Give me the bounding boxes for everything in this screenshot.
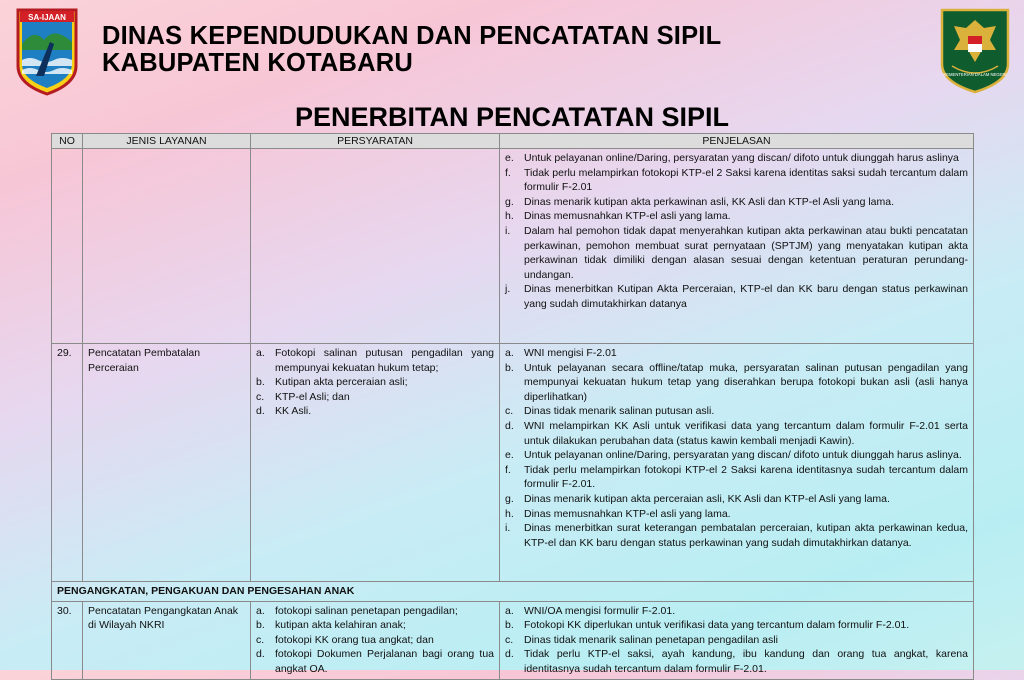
- persyaratan-list: [256, 346, 494, 419]
- table-header-row: [52, 134, 974, 149]
- list-item: j. Dinas menerbitkan Kutipan Akta Perceraian, KTP-el dan KK baru dengan status perkawinan yang sudah dimutakhirkan datanya: [505, 283, 968, 310]
- cell-persyaratan: [251, 601, 500, 679]
- list-item: b. Kutipan akta perceraian asli;: [256, 376, 408, 389]
- cell-no: [52, 149, 83, 344]
- list-item: d. WNI melampirkan KK Asli untuk verifikasi data yang tercantum dalam formulir F-2.01 serta untuk dilakukan perubahan data (status kawin kembali menjadi Kawin).: [505, 419, 968, 447]
- list-item: e. Untuk pelayanan online/Daring, persyaratan yang discan/ difoto untuk diunggah harus aslinya: [505, 152, 959, 164]
- cell-no: 29.: [52, 344, 83, 582]
- agency-title-line1: DINAS KEPENDUDUKAN DAN PENCATATAN SIPIL: [102, 22, 722, 50]
- cell-jenis: Pencatatan Pembatalan Perceraian: [83, 344, 251, 582]
- list-item: b. Untuk pelayanan secara offline/tatap muka, persyaratan salinan putusan pengadilan yang mempunyai kekuatan hukum tetap yang diserahkan berupa fotokopi bukan asli (asli hanya diperlihatkan): [505, 361, 968, 403]
- cell-no: 30.: [52, 601, 83, 679]
- list-item: d. Tidak perlu KTP-el saksi, ayah kandung, ibu kandung dan orang tua angkat, karena identitasnya sudah tercantum dalam formulir F-2.01.: [505, 648, 968, 675]
- list-item: f. Tidak perlu melampirkan fotokopi KTP-el 2 Saksi karena identitas saksi sudah tercantum dalam formulir F-2.01: [505, 166, 968, 194]
- cell-penjelasan: [500, 149, 974, 344]
- list-item: f. Tidak perlu melampirkan fotokopi KTP-el 2 Saksi karena identitasnya sudah tercantum dalam formulir F-2.01.: [505, 463, 968, 491]
- table-row: [52, 601, 974, 679]
- list-item: b. Fotokopi KK diperlukan untuk verifikasi data yang tercantum dalam formulir F-2.01.: [505, 619, 910, 632]
- list-item: a. Fotokopi salinan putusan pengadilan yang mempunyai kekuatan hukum tetap;: [256, 347, 494, 374]
- cell-penjelasan: [500, 601, 974, 679]
- penjelasan-list: [505, 604, 968, 677]
- table-row: [52, 149, 974, 344]
- persyaratan-list: [256, 604, 494, 677]
- list-item: h. Dinas memusnahkan KTP-el asli yang lama.: [505, 210, 731, 223]
- agency-title: [102, 23, 721, 77]
- table-row: [52, 344, 974, 582]
- svg-text:SA-IJAAN: SA-IJAAN: [28, 13, 66, 22]
- cell-jenis: Pencatatan Pengangkatan Anak di Wilayah NKRI: [83, 601, 251, 679]
- list-item: d. fotokopi Dokumen Perjalanan bagi orang tua angkat OA.: [256, 648, 494, 675]
- header-persyaratan: PERSYARATAN: [251, 134, 500, 149]
- list-item: b. kutipan akta kelahiran anak;: [256, 619, 406, 632]
- svg-text:KEMENTERIAN DALAM NEGERI: KEMENTERIAN DALAM NEGERI: [943, 72, 1007, 77]
- list-item: c. KTP-el Asli; dan: [256, 390, 350, 403]
- agency-title-line2: KABUPATEN KOTABARU: [102, 49, 413, 77]
- header-no: NO: [52, 134, 83, 149]
- service-table: [51, 133, 974, 680]
- cell-penjelasan: [500, 344, 974, 582]
- list-item: c. Dinas tidak menarik salinan penetapan pengadilan asli: [505, 633, 778, 646]
- cell-jenis: [83, 149, 251, 344]
- list-item: a. WNI/OA mengisi formulir F-2.01.: [505, 604, 676, 617]
- list-item: g. Dinas menarik kutipan akta perkawinan asli, KK Asli dan KTP-el Asli yang lama.: [505, 195, 895, 208]
- list-item: d. KK Asli.: [256, 405, 312, 418]
- penjelasan-list: [505, 346, 968, 550]
- list-item: h. Dinas memusnahkan KTP-el asli yang lama.: [505, 507, 731, 520]
- list-item: i. Dalam hal pemohon tidak dapat menyerahkan kutipan akta perkawinan atau bukti pencatatan perkawinan, pemohon membuat surat pernyataan (SPTJM) yang menyatakan kutipan akta perkawinan tidak dimiliki dengan alasan sesuai dengan ketentuan peraturan perundang-undangan.: [505, 224, 968, 281]
- list-item: i. Dinas menerbitkan surat keterangan pembatalan perceraian, kutipan akta perkawinan kedua, KTP-el dan KK baru dengan status perkawinan yang sudah dimutakhirkan datanya.: [505, 522, 968, 549]
- cell-persyaratan: [251, 149, 500, 344]
- section-title: PENGANGKATAN, PENGAKUAN DAN PENGESAHAN ANAK: [52, 582, 974, 602]
- list-item: c. fotokopi KK orang tua angkat; dan: [256, 633, 434, 646]
- kemendagri-logo: [938, 6, 1012, 94]
- header-penjelasan: PENJELASAN: [500, 134, 974, 149]
- list-item: c. Dinas tidak menarik salinan putusan asli.: [505, 405, 715, 418]
- list-item: g. Dinas menarik kutipan akta perceraian asli, KK Asli dan KTP-el Asli yang lama.: [505, 492, 890, 505]
- list-item: a. WNI mengisi F-2.01: [505, 347, 617, 359]
- header-jenis-layanan: JENIS LAYANAN: [83, 134, 251, 149]
- list-item: a. fotokopi salinan penetapan pengadilan;: [256, 604, 458, 617]
- section-row: [52, 582, 974, 602]
- list-item: e. Untuk pelayanan online/Daring, persyaratan yang discan/ difoto untuk diunggah harus aslinya.: [505, 449, 962, 462]
- penjelasan-list: [505, 151, 968, 312]
- page-title: PENERBITAN PENCATATAN SIPIL: [294, 102, 729, 132]
- kotabaru-logo: [14, 6, 80, 96]
- cell-persyaratan: [251, 344, 500, 582]
